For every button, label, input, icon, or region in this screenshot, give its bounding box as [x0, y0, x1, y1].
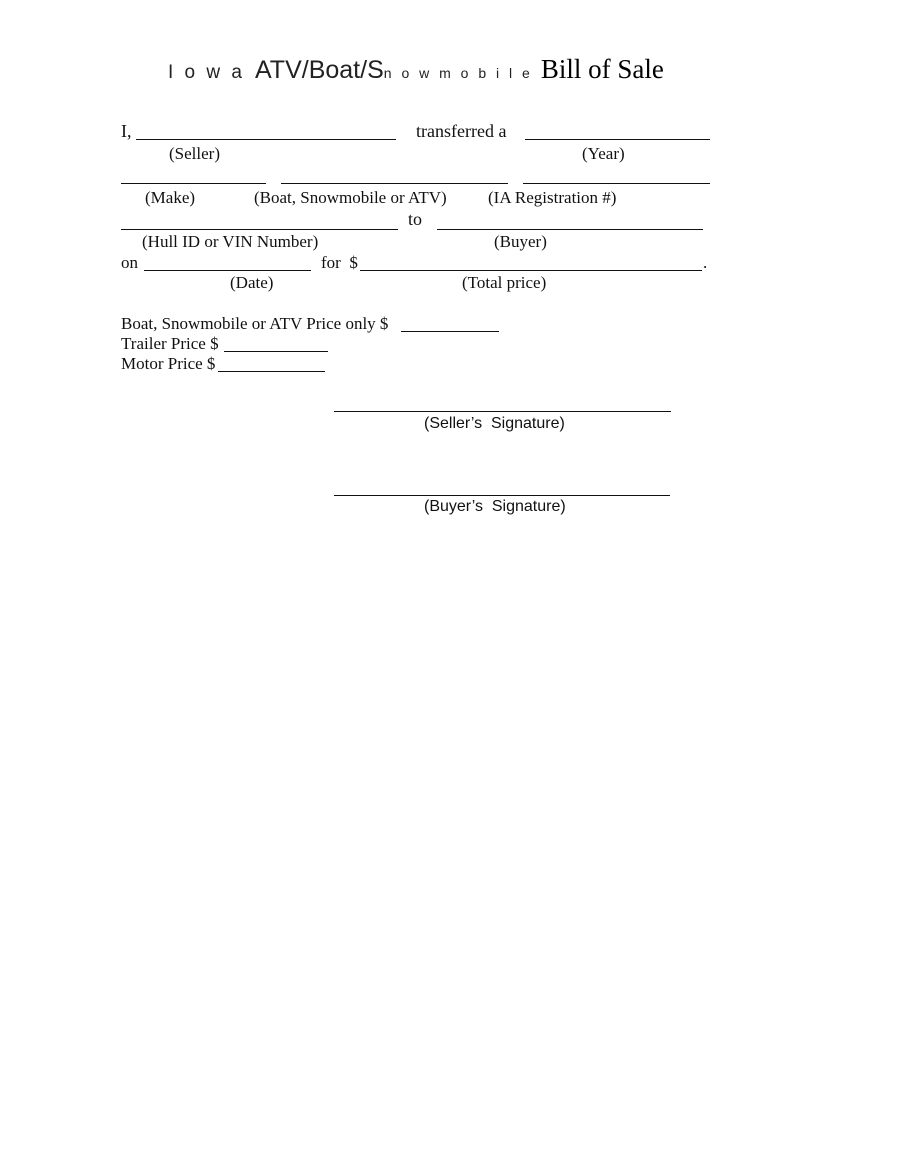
seller-lead-text: I, [121, 121, 132, 141]
ia-registration-field[interactable] [523, 183, 710, 184]
buyer-caption: (Buyer) [494, 232, 547, 251]
vehicle-price-label: Boat, Snowmobile or ATV Price only $ [121, 314, 389, 333]
trailer-price-label: Trailer Price $ [121, 334, 219, 353]
document-title [168, 54, 664, 88]
seller-caption: (Seller) [169, 144, 220, 163]
buyer-signature-caption: (Buyer’s Signature) [424, 498, 566, 515]
vehicle-type-caption: (Boat, Snowmobile or ATV) [254, 188, 447, 207]
title-iowa: I o w a [168, 62, 245, 83]
date-field[interactable] [144, 270, 311, 271]
transferred-text: transferred a [416, 121, 507, 141]
vehicle-type-field[interactable] [281, 183, 508, 184]
hull-id-field[interactable] [121, 229, 398, 230]
for-text: for $ [321, 253, 358, 272]
title-boat: Boat/ [308, 56, 368, 84]
total-price-field[interactable] [360, 270, 702, 271]
period-text: . [703, 253, 708, 272]
title-bill-of-sale: Bill of Sale [540, 54, 664, 84]
trailer-price-field[interactable] [224, 351, 328, 352]
on-text: on [121, 253, 138, 272]
motor-price-field[interactable] [218, 371, 325, 372]
seller-signature-caption: (Seller’s Signature) [424, 415, 565, 432]
total-price-caption: (Total price) [462, 273, 547, 292]
to-text: to [408, 209, 423, 229]
seller-field[interactable] [136, 139, 396, 140]
year-field[interactable] [525, 139, 710, 140]
hull-id-caption: (Hull ID or VIN Number) [142, 232, 319, 251]
year-caption: (Year) [582, 144, 625, 163]
date-caption: (Date) [230, 273, 274, 292]
vehicle-price-field[interactable] [401, 331, 499, 332]
seller-signature-line[interactable] [334, 411, 671, 412]
title-nowmobile: n o w m o b i l e [383, 65, 533, 81]
make-caption: (Make) [145, 188, 196, 207]
make-field[interactable] [121, 183, 266, 184]
ia-registration-caption: (IA Registration #) [488, 188, 617, 207]
motor-price-label: Motor Price $ [121, 354, 216, 373]
buyer-field[interactable] [437, 229, 703, 230]
title-s: S [367, 56, 384, 84]
title-atv: ATV/ [254, 56, 309, 84]
buyer-signature-line[interactable] [334, 495, 670, 496]
